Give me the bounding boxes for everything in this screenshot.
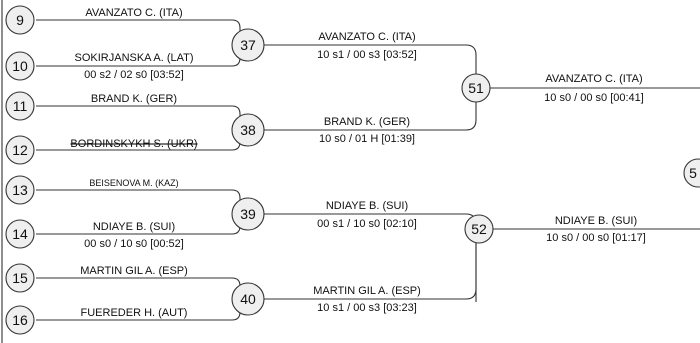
seed-14[interactable]: [6, 220, 184, 250]
match-score: 00 s1 / 10 s0 [02:10]: [317, 218, 417, 230]
athlete-name: BEISENOVA M. (KAZ): [89, 178, 179, 188]
match-number: 14: [12, 226, 28, 242]
match-number: 51: [468, 80, 484, 96]
athlete-name: NDIAYE B. (SUI): [92, 221, 176, 233]
match-number: 11: [12, 98, 28, 114]
match-number: 38: [240, 122, 256, 138]
match-number: 37: [240, 37, 256, 53]
match-number: 12: [12, 142, 28, 158]
athlete-name-struck: BORDINSKYKH S. (UKR): [70, 138, 198, 150]
winner-name: NDIAYE B. (SUI): [325, 200, 409, 212]
match-next-partial[interactable]: [684, 159, 700, 187]
connectors-round3: [490, 88, 700, 229]
match-score: 10 s0 / 00 s0 [01:17]: [546, 232, 646, 244]
match-number: 39: [240, 206, 256, 222]
athlete-name: FUEREDER H. (AUT): [80, 307, 188, 319]
match-number: 16: [12, 312, 28, 328]
winner-name: AVANZATO C. (ITA): [545, 73, 643, 85]
match-score: 10 s0 / 01 H [01:39]: [318, 133, 416, 145]
match-score: 10 s0 / 00 s0 [00:41]: [544, 92, 644, 104]
connectors-round2: [264, 45, 476, 302]
winner-name: AVANZATO C. (ITA): [318, 31, 416, 43]
match-score: 00 s0 / 10 s0 [00:52]: [84, 238, 184, 250]
athlete-name: AVANZATO C. (ITA): [85, 7, 183, 19]
winner-name: NDIAYE B. (SUI): [554, 215, 638, 227]
match-number: 52: [471, 221, 487, 237]
athlete-name: BRAND K. (GER): [90, 93, 178, 105]
match-score: 10 s1 / 00 s3 [03:23]: [317, 302, 417, 314]
winner-name: MARTIN GIL A. (ESP): [313, 285, 421, 297]
match-number: 40: [240, 291, 256, 307]
match-number: 15: [12, 270, 28, 286]
match-score: 00 s2 / 02 s0 [03:52]: [84, 69, 184, 81]
match-number: 13: [12, 182, 28, 198]
winner-name: BRAND K. (GER): [323, 116, 411, 128]
match-score: 10 s1 / 00 s3 [03:52]: [317, 49, 417, 61]
match-number: 5: [689, 165, 697, 181]
athlete-name: MARTIN GIL A. (ESP): [80, 265, 188, 277]
match-number: 9: [16, 12, 24, 28]
athlete-name: SOKIRJANSKA A. (LAT): [74, 52, 194, 64]
match-number: 10: [12, 58, 28, 74]
